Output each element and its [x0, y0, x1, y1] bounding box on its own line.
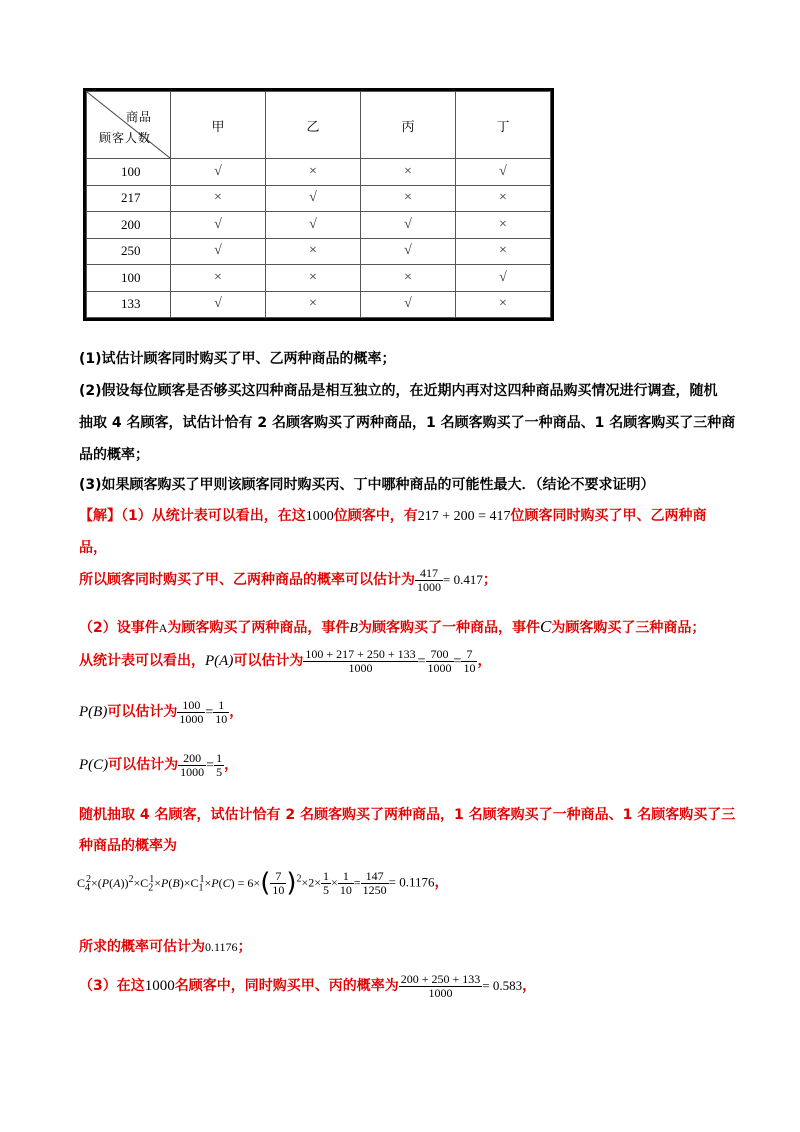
- mark-cell: √: [171, 159, 266, 186]
- column-header: 丙: [361, 92, 456, 159]
- table-row: [87, 212, 551, 239]
- mark-cell: √: [171, 212, 266, 239]
- math-expression: P(C): [79, 757, 109, 774]
- solution-text: 为顾客购买了两种商品，事件: [167, 620, 350, 636]
- question-1: (1)试估计顾客同时购买了甲、乙两种商品的概率；: [79, 351, 396, 367]
- solution-part-1-line-1: [79, 505, 707, 525]
- mark-cell: √: [266, 212, 361, 239]
- customer-count-cell: 100: [87, 265, 171, 292]
- solution-part-2-line-3: P(B)可以估计为 $\frac{100}{1000}$ = $\frac{1}{10}$ ，: [79, 698, 244, 726]
- solution-text: 可以估计为: [107, 704, 178, 721]
- solution-part-1-line-2: 品，: [79, 540, 107, 556]
- table-row: [87, 185, 551, 212]
- solution-text: （2）设事件: [79, 620, 159, 636]
- table-row: [87, 238, 551, 265]
- mark-cell: ×: [456, 212, 551, 239]
- punctuation: ，: [229, 704, 244, 721]
- fraction: $\frac{200}{1000}$: [180, 751, 205, 779]
- solution-tag: 【解】: [79, 508, 121, 524]
- fraction: $\frac{7}{10}$: [272, 868, 285, 897]
- math-expression: = 0.583: [482, 978, 523, 994]
- table-header-row: [87, 92, 551, 159]
- punctuation: ；: [482, 572, 497, 589]
- question-2-line-3: 品的概率；: [79, 447, 149, 463]
- mark-cell: ×: [456, 185, 551, 212]
- mark-cell: ×: [456, 291, 551, 318]
- customer-count-cell: 217: [87, 185, 171, 212]
- solution-text: 可以估计为: [108, 757, 179, 774]
- table-row: [87, 159, 551, 186]
- customer-count-cell: 133: [87, 291, 171, 318]
- solution-part-2-line-1: [79, 617, 705, 637]
- solution-text: （3）在这: [79, 978, 145, 995]
- solution-part-1-line-3: [79, 567, 497, 593]
- fraction: $\frac{147}{1250}$: [362, 868, 387, 897]
- mark-cell: ×: [266, 238, 361, 265]
- solution-part-2-conclusion: [79, 936, 252, 956]
- math-value: 1000: [144, 978, 175, 995]
- mark-cell: ×: [266, 159, 361, 186]
- math-expression: P(A): [205, 653, 234, 670]
- mark-cell: √: [361, 238, 456, 265]
- fraction: $\frac{1}{5}$: [216, 751, 223, 779]
- statistics-table: [83, 88, 554, 321]
- solution-text: 为顾客购买了一种商品，事件: [357, 620, 540, 636]
- math-variable: B: [349, 621, 358, 636]
- diag-label-goods: 商品: [125, 110, 152, 124]
- mark-cell: √: [266, 185, 361, 212]
- mark-cell: ×: [266, 291, 361, 318]
- math-value: 1000: [305, 509, 334, 524]
- solution-part-2-line-4: P(C)可以估计为 $\frac{200}{1000}$ = $\frac{1}{5}$ ，: [79, 751, 239, 779]
- solution-part-2-line-5: 随机抽取 4 名顾客，试估计恰有 2 名顾客购买了两种商品，1 名顾客购买了一种商品、1 名顾客购买了三: [79, 807, 736, 823]
- solution-text: 可以估计为: [233, 653, 304, 670]
- solution-text: （1）从统计表可以看出，在这: [121, 508, 306, 524]
- probability-formula: $C_4^2\times(P(A))^2\times C_2^1\times P(B)\times C_1^1\times P(C) = 6\times$( $\frac{7}{10}$ )$^2$×2× $\frac{1}{5}$ × $\frac{1}{10}$ = $\frac{147}{1250}$ = 0.1176，: [77, 868, 449, 898]
- customer-count-cell: 250: [87, 238, 171, 265]
- diagonal-line: [87, 92, 170, 158]
- fraction: $\frac{417}{1000}$: [417, 566, 441, 594]
- customer-count-cell: 200: [87, 212, 171, 239]
- math-expression: P(B): [79, 704, 108, 721]
- column-header: 甲: [171, 92, 266, 159]
- punctuation: ，: [522, 978, 537, 995]
- mark-cell: ×: [456, 238, 551, 265]
- question-3: (3)如果顾客购买了甲则该顾客同时购买丙、丁中哪种商品的可能性最大．（结论不要求证明）: [79, 477, 655, 493]
- mark-cell: ×: [171, 185, 266, 212]
- mark-cell: ×: [361, 185, 456, 212]
- question-2-line-2: 抽取 4 名顾客，试估计恰有 2 名顾客购买了两种商品，1 名顾客购买了一种商品、1 名顾客购买了三种商: [79, 415, 736, 431]
- solution-text: 所求的概率可估计为: [79, 939, 205, 955]
- fraction: $\frac{100}{1000}$: [179, 698, 204, 726]
- solution-part-2-line-2: 从统计表可以看出，P(A)可以估计为 $\frac{100 + 217 + 250 + 133}{1000}$ = $\frac{700}{1000}$ = $\frac{7}{10}$ ，: [79, 647, 492, 675]
- mark-cell: √: [361, 212, 456, 239]
- punctuation: ，: [224, 757, 239, 774]
- mark-cell: √: [456, 265, 551, 292]
- solution-part-2-line-6: 种商品的概率为: [79, 838, 177, 854]
- table-row: [87, 291, 551, 318]
- mark-cell: √: [361, 291, 456, 318]
- fraction: $\frac{200 + 250 + 133}{1000}$: [400, 972, 481, 1000]
- math-variable: C: [539, 617, 552, 636]
- math-value: 0.1176: [205, 940, 238, 954]
- solution-part-3: [79, 973, 536, 999]
- solution-text: 位顾客中，有: [333, 508, 418, 524]
- math-variable: A: [158, 621, 168, 635]
- diag-label-customers: 顾客人数: [99, 131, 152, 145]
- mark-cell: ×: [361, 265, 456, 292]
- fraction: $\frac{700}{1000}$: [427, 647, 452, 675]
- fraction: $\frac{7}{10}$: [463, 647, 476, 675]
- mark-cell: √: [171, 238, 266, 265]
- punctuation: ；: [237, 939, 252, 955]
- solution-text: 为顾客购买了三种商品；: [551, 620, 706, 636]
- fraction: $\frac{100 + 217 + 250 + 133}{1000}$: [305, 647, 416, 675]
- formula-lhs: $C_4^2\times(P(A))^2\times C_2^1\times P(B)\times C_1^1\times P(C) = 6\times$: [77, 873, 261, 893]
- diagonal-header-cell: [87, 92, 171, 159]
- mark-cell: ×: [361, 159, 456, 186]
- solution-text: 从统计表可以看出，: [79, 653, 205, 670]
- table-row: [87, 265, 551, 292]
- mark-cell: √: [456, 159, 551, 186]
- punctuation: ，: [434, 874, 449, 891]
- solution-text: 所以顾客同时购买了甲、乙两种商品的概率可以估计为: [79, 572, 415, 589]
- fraction: $\frac{1}{10}$: [339, 868, 352, 897]
- mark-cell: ×: [266, 265, 361, 292]
- math-expression: = 0.417: [443, 572, 483, 588]
- question-2-line-1: (2)假设每位顾客是否够买这四种商品是相互独立的，在近期内再对这四种商品购买情况进行调查，随机: [79, 383, 718, 399]
- column-header: 乙: [266, 92, 361, 159]
- fraction: $\frac{1}{5}$: [323, 868, 330, 897]
- punctuation: ，: [477, 653, 492, 670]
- customer-count-cell: 100: [87, 159, 171, 186]
- mark-cell: √: [171, 291, 266, 318]
- fraction: $\frac{1}{10}$: [215, 698, 228, 726]
- math-expression: 217 + 200 = 417: [417, 509, 511, 524]
- column-header: 丁: [456, 92, 551, 159]
- formula-result: = 0.1176: [388, 874, 435, 890]
- mark-cell: ×: [171, 265, 266, 292]
- solution-text: 名顾客中，同时购买甲、丙的概率为: [174, 978, 399, 995]
- solution-text: 位顾客同时购买了甲、乙两种商: [510, 508, 707, 524]
